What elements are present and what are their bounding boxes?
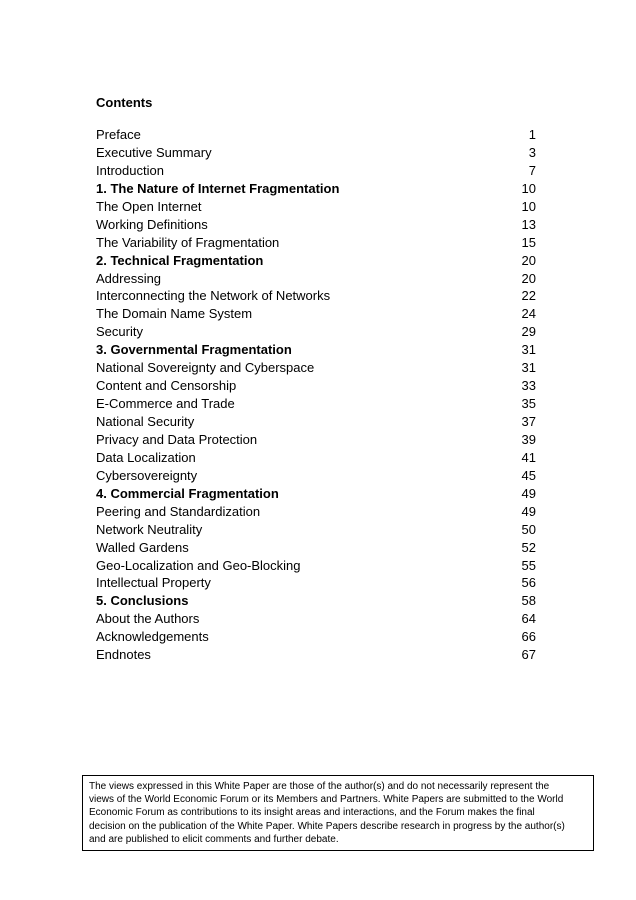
toc-section-entry — [96, 485, 536, 503]
toc-entry-title: 5. Conclusions — [96, 593, 189, 609]
toc-entry — [96, 234, 536, 252]
toc-entry-page: 49 — [521, 503, 536, 519]
toc-entry-title: Geo-Localization and Geo-Blocking — [96, 557, 301, 573]
toc-entry-title: The Domain Name System — [96, 306, 253, 322]
toc-entry-page: 22 — [521, 288, 536, 304]
contents-heading: Contents — [96, 95, 153, 110]
toc-entry — [96, 521, 536, 539]
toc-entry-page: 20 — [521, 270, 536, 286]
toc-entry-page: 45 — [521, 467, 536, 483]
toc-section-entry — [96, 252, 536, 270]
toc-entry-page: 10 — [521, 180, 536, 196]
toc-entry-page: 37 — [521, 414, 536, 429]
toc-entry — [96, 431, 536, 449]
toc-entry-page: 13 — [521, 216, 536, 232]
toc-entry — [96, 377, 536, 395]
toc-entry — [96, 449, 536, 467]
toc-entry-page: 56 — [521, 575, 536, 591]
toc-entry-title: Intellectual Property — [96, 575, 211, 591]
toc-entry-title: Addressing — [96, 270, 162, 286]
disclaimer-line: views of the World Economic Forum or its Members and Partners. White Papers are submitted to the World — [89, 794, 564, 806]
toc-entry — [96, 144, 536, 162]
toc-entry-page: 20 — [521, 252, 536, 268]
toc-entry-title: Peering and Standardization — [96, 503, 261, 519]
toc-entry-title: 2. Technical Fragmentation — [96, 252, 264, 268]
toc-entry-title: Walled Gardens — [96, 539, 189, 555]
toc-entry-title: The Variability of Fragmentation — [96, 234, 280, 250]
toc-entry-title: Working Definitions — [96, 216, 208, 232]
toc-entry-title: 1. The Nature of Internet Fragmentation — [96, 180, 340, 196]
toc-entry-page: 41 — [521, 449, 536, 465]
toc-entry — [96, 503, 536, 521]
toc-section-entry — [96, 341, 536, 359]
toc-entry — [96, 270, 536, 288]
toc-entry — [96, 574, 536, 592]
toc-entry-page: 15 — [521, 234, 536, 250]
toc-entry — [96, 287, 536, 305]
toc-entry-page: 52 — [521, 539, 536, 555]
toc-entry-page: 7 — [528, 162, 536, 178]
disclaimer-box — [82, 775, 594, 851]
toc-entry-page: 50 — [521, 521, 536, 537]
toc-entry-title: Endnotes — [96, 647, 151, 663]
toc-entry-page: 31 — [521, 360, 536, 376]
toc-entry — [96, 539, 536, 557]
toc-entry-title: Content and Censorship — [96, 378, 237, 394]
toc-entry-page: 29 — [521, 324, 536, 340]
toc-entry-title: Introduction — [96, 162, 164, 178]
toc-entry-title: 3. Governmental Fragmentation — [96, 342, 292, 358]
toc-entry-page: 64 — [521, 611, 536, 627]
toc-entry-title: Data Localization — [96, 449, 196, 465]
table-of-contents — [96, 126, 536, 664]
toc-entry — [96, 628, 536, 646]
toc-entry-title: National Sovereignty and Cyberspace — [96, 360, 315, 376]
toc-entry — [96, 467, 536, 485]
toc-entry — [96, 646, 536, 664]
toc-entry-title: Acknowledgements — [96, 629, 209, 645]
toc-entry — [96, 323, 536, 341]
toc-entry-page: 31 — [521, 342, 536, 358]
toc-entry — [96, 126, 536, 144]
toc-entry-page: 1 — [528, 127, 536, 142]
toc-entry — [96, 557, 536, 575]
toc-entry-page: 67 — [521, 647, 536, 663]
toc-entry-page: 49 — [521, 485, 536, 501]
toc-entry-page: 3 — [528, 144, 536, 160]
toc-entry-page: 39 — [521, 431, 536, 447]
toc-entry-title: Privacy and Data Protection — [96, 431, 258, 447]
toc-entry — [96, 198, 536, 216]
toc-entry-title: National Security — [96, 414, 195, 429]
toc-entry-title: Interconnecting the Network of Networks — [96, 288, 331, 304]
toc-entry — [96, 162, 536, 180]
toc-section-entry — [96, 592, 536, 610]
toc-entry-title: The Open Internet — [96, 198, 202, 214]
disclaimer-line: and are published to elicit comments and further debate. — [89, 833, 339, 845]
disclaimer-line: decision on the publication of the White Paper. White Papers describe research in progress by the author(s) — [89, 820, 565, 832]
toc-entry-title: Security — [96, 324, 143, 340]
toc-section-entry — [96, 180, 536, 198]
toc-entry-page: 35 — [521, 396, 536, 412]
toc-entry-title: Cybersovereignty — [96, 467, 198, 483]
toc-entry — [96, 413, 536, 431]
toc-entry-title: Preface — [96, 127, 141, 142]
toc-entry-page: 55 — [521, 557, 536, 573]
toc-entry-page: 10 — [521, 198, 536, 214]
toc-entry — [96, 216, 536, 234]
toc-entry — [96, 359, 536, 377]
toc-entry — [96, 305, 536, 323]
toc-entry-page: 58 — [521, 593, 536, 609]
disclaimer-line: The views expressed in this White Paper are those of the author(s) and do not necessarily represent the — [89, 781, 550, 792]
toc-entry-page: 33 — [521, 378, 536, 394]
toc-entry-title: Executive Summary — [96, 144, 212, 160]
disclaimer-line: Economic Forum as contributions to its insight areas and interactions, and the Forum makes the final — [89, 807, 535, 819]
toc-entry-title: E-Commerce and Trade — [96, 396, 235, 412]
toc-entry-title: About the Authors — [96, 611, 200, 627]
toc-entry-title: 4. Commercial Fragmentation — [96, 485, 279, 501]
toc-entry-page: 24 — [521, 306, 536, 322]
toc-entry-page: 66 — [521, 629, 536, 645]
toc-entry — [96, 395, 536, 413]
toc-entry-title: Network Neutrality — [96, 521, 203, 537]
toc-entry — [96, 610, 536, 628]
